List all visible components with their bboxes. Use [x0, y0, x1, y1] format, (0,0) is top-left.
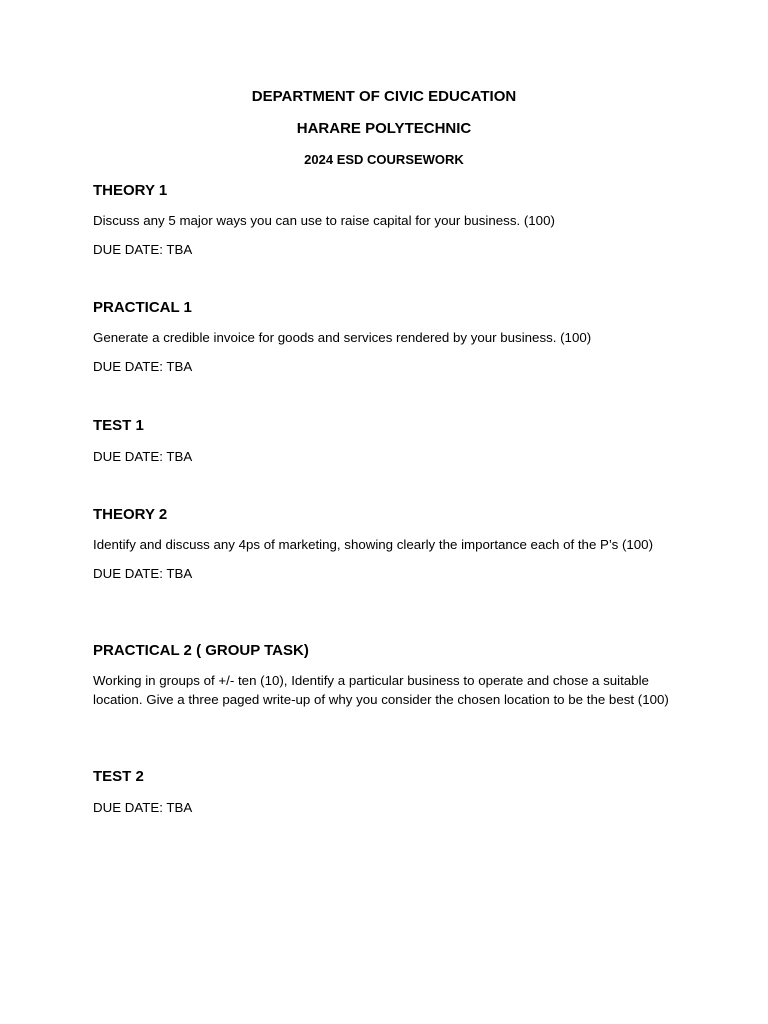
- section-description: Identify and discuss any 4ps of marketing, showing clearly the importance each of the P’s (100): [93, 537, 654, 552]
- due-date: DUE DATE: TBA: [93, 242, 193, 257]
- section-description: Working in groups of +/- ten (10), Identify a particular business to operate and chose a suitable location. Give a three paged write-up of why you consider the chosen location to be the best (100): [93, 673, 669, 707]
- section-practical-2: [93, 641, 683, 709]
- due-date: DUE DATE: TBA: [93, 449, 193, 464]
- section-title: THEORY 1: [93, 182, 168, 199]
- due-date: DUE DATE: TBA: [93, 359, 193, 374]
- due-date: DUE DATE: TBA: [93, 566, 193, 581]
- section-theory-2: [93, 505, 683, 583]
- section-test-1: [93, 416, 683, 466]
- section-practical-1: [93, 298, 683, 376]
- due-date: DUE DATE: TBA: [93, 800, 193, 815]
- section-title: PRACTICAL 1: [93, 299, 192, 316]
- institution-heading: HARARE POLYTECHNIC: [296, 120, 472, 137]
- section-theory-1: [93, 181, 683, 259]
- section-title: PRACTICAL 2 ( GROUP TASK): [93, 642, 309, 659]
- coursework-heading: 2024 ESD COURSEWORK: [304, 152, 464, 167]
- section-title: TEST 1: [93, 417, 144, 434]
- section-description: Generate a credible invoice for goods and services rendered by your business. (100): [93, 330, 592, 345]
- section-test-2: [93, 767, 683, 817]
- department-heading: DEPARTMENT OF CIVIC EDUCATION: [251, 88, 517, 105]
- section-description: Discuss any 5 major ways you can use to raise capital for your business. (100): [93, 213, 555, 228]
- section-title: THEORY 2: [93, 506, 168, 523]
- section-title: TEST 2: [93, 768, 144, 785]
